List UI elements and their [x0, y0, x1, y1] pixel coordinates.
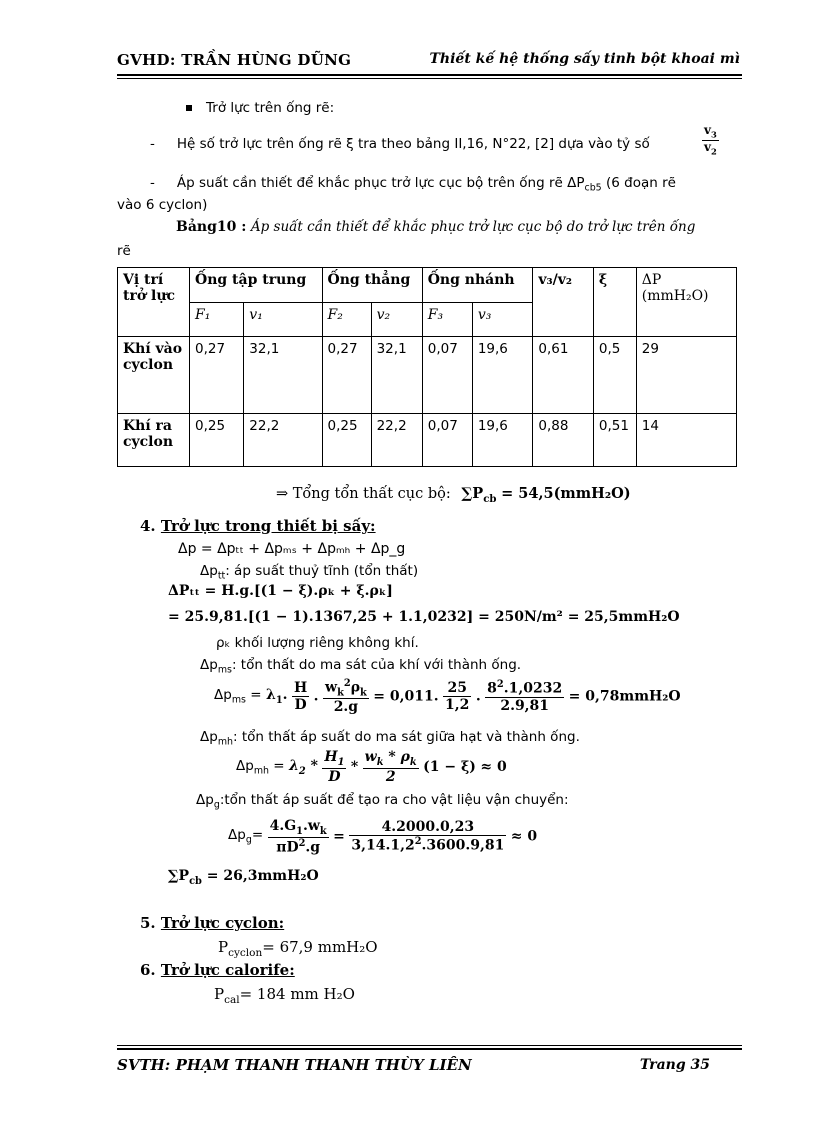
caption-label: Bảng10 : [176, 219, 247, 235]
table-cell: 0,07 [422, 337, 472, 414]
dpmh-desc-line: $\Delta p_{mh}$: tổn thất áp suất do ma sát giữa hạt và thành ống. [200, 729, 580, 748]
header-ong-nhanh: Ống nhánh [422, 268, 533, 303]
section-6-num: 6. [140, 961, 156, 979]
section-5-heading [140, 914, 284, 932]
table-cell: 0,25 [190, 414, 244, 467]
dpg-equation: $\Delta p_g=$ $\frac{4.G_1.w_k}{\pi D^2.g}$ = $\frac{4.2000.0,23}{3,14.1,2^2.3600.9,81}$ ≈ 0 [228, 818, 538, 856]
table-cell: 0,88 [533, 414, 594, 467]
table-cell: 0,51 [593, 414, 636, 467]
dpmh-desc: : tổn thất áp suất do ma sát giữa hạt và thành ống. [233, 729, 580, 745]
table-row [118, 414, 737, 467]
section-4-title: Trở lực trong thiết bị sấy: [160, 517, 376, 535]
table-cell: 0,25 [322, 414, 371, 467]
total-line: ⇒ Tổng tổn thất cục bộ: $\sum P_{cb} = 54,5(mmH_2O)$ [276, 485, 631, 505]
header-rule-thin [117, 78, 742, 79]
caption-text: Áp suất cần thiết để khắc phục trở lực cục bộ do trở lực trên ống [250, 219, 696, 235]
header-dp: ΔP (mmH₂O) [636, 268, 736, 337]
header-ong-thang: Ống thẳng [322, 268, 422, 303]
row-label: Khí ra cyclon [118, 414, 190, 467]
row-label: Khí vào cyclon [118, 337, 190, 414]
section-5-num: 5. [140, 914, 156, 932]
dpms-value: = 0,78mmH₂O [568, 688, 681, 705]
header-rule [117, 74, 742, 76]
section-5-value-line: $P_{cyclon}= 67,9$ mmH₂O [218, 938, 378, 959]
sum-line: $\sum P_{cb} = 26,3mmH_2O$ [168, 868, 319, 887]
header-xi: ξ [593, 268, 636, 337]
section-6-value-line: $P_{cal}= 184$ mm H₂O [214, 985, 355, 1006]
table-cell: 0,07 [422, 414, 472, 467]
table-cell: 0,61 [533, 337, 594, 414]
table-caption [176, 219, 695, 235]
ratio-fraction: $v_3$ $v_2$ [704, 123, 717, 157]
section-4-equation: Δp = Δpₜₜ + Δpₘₛ + Δpₘₕ + Δp_g [178, 541, 406, 557]
dpg-desc-line: $\Delta p_g:tổn$ thất áp suất để tạo ra cho vật liệu vận chuyển: [196, 792, 569, 811]
dpg-desc: :tổn thất áp suất để tạo ra cho vật liệu vận chuyển: [219, 792, 569, 808]
dpms-equation: $\Delta p_{ms} = \lambda_1$. $\frac{H}{D}$ . $\frac{w_k^2\rho_k}{2.g}$ = 0,011. $\frac{25}{1,2}$ . $\frac{8^2.1,0232}{2.9,81}$ = 0,78mmH₂O [214, 678, 681, 716]
header-ong-tap-trung: Ống tập trung [190, 268, 323, 303]
section-6-heading [140, 961, 295, 979]
total-label: ⇒ Tổng tổn thất cục bộ: [276, 486, 451, 502]
dptt-value: = 25.9,81.[(1 − 1).1367,25 + 1.1,0232] = 250N/m² = 25,5mmH₂O [168, 609, 680, 625]
footer-author: SVTH: PHẠM THANH THANH THÙY LIÊN [117, 1056, 472, 1074]
dptt-desc: : áp suất thuỷ tĩnh (tổn thất) [225, 563, 419, 579]
table-row [118, 337, 737, 414]
table-cell: 0,27 [322, 337, 371, 414]
table-cell: 22,2 [371, 414, 422, 467]
bullet-icon [186, 105, 192, 111]
section-4-heading [140, 517, 376, 535]
section-6-title: Trở lực calorife: [160, 961, 295, 979]
table-cell: 14 [636, 414, 736, 467]
sub-f2: F₂ [322, 302, 371, 337]
header-v3v2: v₃/v₂ [533, 268, 594, 337]
paragraph-1-text: Hệ số trở lực trên ống rẽ ξ tra theo bảng II,16, N°22, [2] dựa vào tỷ số [176, 136, 650, 152]
total-value: = 54,5(mmH₂O) [501, 485, 631, 502]
table-cell: 19,6 [472, 337, 533, 414]
table-cell: 0,5 [593, 337, 636, 414]
section-6-value: = 184 mm H₂O [239, 985, 355, 1003]
section-5-title: Trở lực cyclon: [160, 914, 285, 932]
dpms-desc: : tổn thất do ma sát của khí với thành ống. [231, 657, 522, 673]
table-cell: 0,27 [190, 337, 244, 414]
table-cell: 32,1 [371, 337, 422, 414]
sub-v2: v₂ [371, 302, 422, 337]
header-vitri: Vị trí trở lực [118, 268, 190, 337]
dpmh-equation: $\Delta p_{mh} = \lambda_2$ * $\frac{H_1}{D}$ * $\frac{w_k * \rho_k}{2}$ (1 − ξ) ≈ 0 [236, 749, 507, 785]
sum-value: = 26,3mmH₂O [206, 868, 319, 884]
dpms-desc-line: $\Delta p_{ms}$: tổn thất do ma sát của khí với thành ống. [200, 657, 522, 676]
paragraph-2-sub: cb5 [584, 182, 602, 194]
dptt-formula: ΔPₜₜ = H.g.[(1 − ξ).ρₖ + ξ.ρₖ] [168, 583, 393, 599]
bullet-text: Trở lực trên ống rẽ: [206, 100, 335, 116]
page-number: Trang 35 [639, 1057, 710, 1073]
caption-cont: rẽ [117, 243, 131, 259]
table-cell: 32,1 [244, 337, 322, 414]
resistance-table [117, 267, 737, 467]
header-title: Thiết kế hệ thống sấy tinh bột khoai mì [429, 51, 740, 67]
paragraph-2: - Áp suất cần thiết để khắc phục trở lực cục bộ trên ống rẽ $\Delta P_{cb5}$ (6 đoạn rẽ [150, 175, 676, 194]
section-4-num: 4. [140, 517, 156, 535]
dptt-desc-line: $\Delta p_{tt}$: áp suất thuỷ tĩnh (tổn thất) [200, 563, 419, 582]
bullet-item [186, 100, 334, 116]
rho-desc: ρₖ khối lượng riêng không khí. [216, 635, 419, 651]
paragraph-2-text: Áp suất cần thiết để khắc phục trở lực cục bộ trên ống rẽ ΔP [176, 175, 585, 191]
header-author: GVHD: TRẦN HÙNG DŨNG [117, 51, 352, 69]
sub-v1: v₁ [244, 302, 322, 337]
table-cell: 29 [636, 337, 736, 414]
table-cell: 22,2 [244, 414, 322, 467]
section-5-value: = 67,9 mmH₂O [262, 938, 378, 956]
dpg-value: ≈ 0 [510, 828, 538, 845]
paragraph-2-cont: vào 6 cyclon) [117, 197, 208, 213]
table-cell: 19,6 [472, 414, 533, 467]
sub-f3: F₃ [422, 302, 472, 337]
paragraph-1: - Hệ số trở lực trên ống rẽ ξ tra theo bảng II,16, N°22, [2] dựa vào tỷ số [150, 136, 650, 152]
footer-rule-thin [117, 1045, 742, 1046]
sub-f1: F₁ [190, 302, 244, 337]
footer-rule [117, 1048, 742, 1050]
paragraph-2-tail: (6 đoạn rẽ [601, 175, 676, 191]
sub-v3: v₃ [472, 302, 533, 337]
dpmh-value: ≈ 0 [480, 758, 507, 775]
